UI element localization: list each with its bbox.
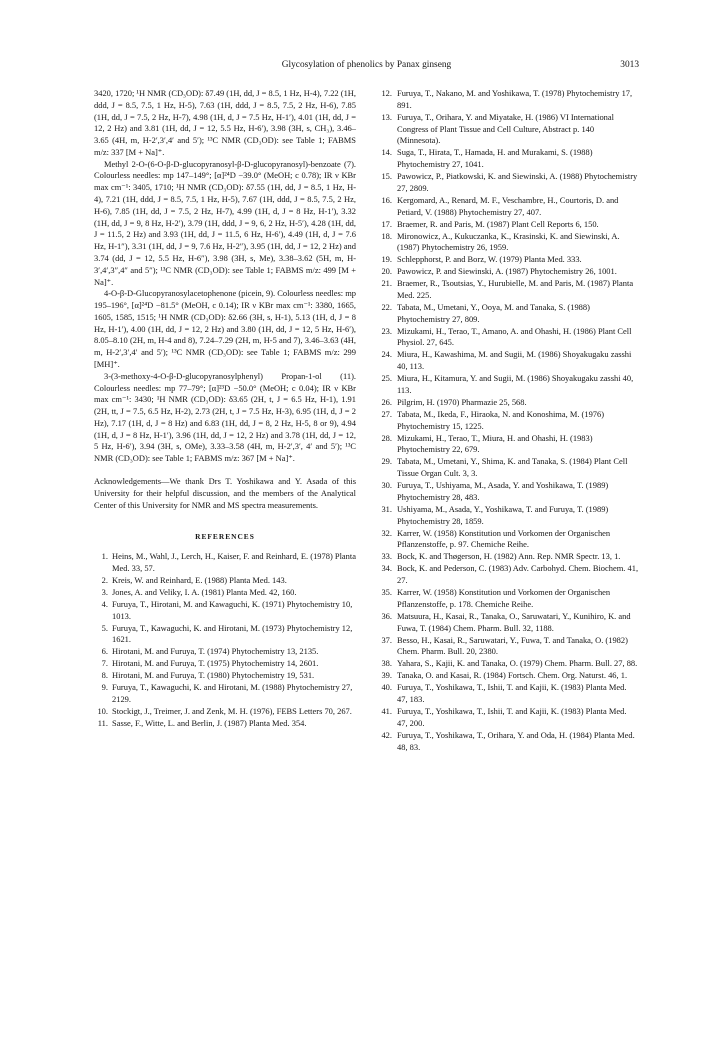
reference-text: Heins, M., Wahl, J., Lerch, H., Kaiser, F. and Reinhard, E. (1978) Planta Med. 33, 57.: [112, 551, 356, 573]
reference-text: Hirotani, M. and Furuya, T. (1975) Phytochemistry 14, 2601.: [112, 658, 319, 669]
reference-item: [377, 373, 639, 397]
reference-item: [94, 706, 356, 718]
reference-number: 28.: [381, 432, 392, 443]
reference-number: 42.: [381, 729, 392, 740]
reference-item: [377, 112, 639, 147]
reference-item: [377, 587, 639, 611]
reference-number: 15.: [381, 171, 392, 182]
reference-number: 24.: [381, 349, 392, 360]
reference-number: 22.: [381, 301, 392, 312]
reference-number: 25.: [381, 373, 392, 384]
reference-text: Pilgrim, H. (1970) Pharmazie 25, 568.: [397, 396, 527, 407]
reference-number: 16.: [381, 194, 392, 205]
reference-item: [377, 480, 639, 504]
left-column: [94, 88, 356, 730]
reference-item: [377, 195, 639, 219]
running-title: Glycosylation of phenolics by Panax ginseng: [281, 60, 452, 70]
reference-text: Sasse, F., Witte, L. and Berlin, J. (1987) Planta Med. 354.: [112, 717, 307, 728]
reference-item: [377, 682, 639, 706]
reference-item: [377, 278, 639, 302]
reference-item: [94, 658, 356, 670]
section-spacer: [94, 465, 356, 476]
reference-item: [377, 528, 639, 552]
reference-number: 33.: [381, 551, 392, 562]
reference-number: 8.: [101, 670, 108, 681]
compound-6-data-paragraph: 3420, 1720; ¹H NMR (CD₃OD): δ7.49 (1H, dd, J = 8.5, 1 Hz, H-4), 7.22 (1H, ddd, J = 8.5, 7.5, 1 Hz, H-5), 7.63 (1H, ddd, J = 8.5, 7.5, 2 Hz, H-6), 7.85 (1H, dd, J = 7.5, 2 Hz, H-7), 4.98 (1H, d, J = 7.5 Hz, H-1′), 4.01 (1H, dd, J = 12, 2 Hz) and 3.81 (1H, dd, J = 12, 5.5 Hz, H-6′), 3.98 (3H, s, CH₃), 3.46–3.65 (4H, m, H-2′,3′,4′ and 5′); ¹³C NMR (CD₃OD): see Table 1; FABMS m/z: 337 [M + Na]⁺.: [94, 88, 356, 157]
reference-text: Furuya, T., Nakano, M. and Yoshikawa, T. (1978) Phytochemistry 17, 891.: [397, 88, 633, 110]
reference-number: 27.: [381, 408, 392, 419]
reference-text: Schlepphorst, P. and Borz, W. (1979) Planta Med. 333.: [397, 254, 582, 265]
reference-item: [377, 171, 639, 195]
reference-item: [377, 219, 639, 231]
reference-text: Mizukami, H., Terao, T., Miura, H. and Ohashi, H. (1983) Phytochemistry 22, 679.: [397, 432, 593, 455]
reference-item: [94, 670, 356, 682]
reference-item: [377, 231, 639, 255]
picein-paragraph: 4-O-β-D-Glucopyranosylacetophenone (picein, 9). Colourless needles: mp 195–196°, [α]²⁴D −81.5° (MeOH, c 0.14); IR ν KBr max cm⁻¹: 3380, 1665, 1605, 1585, 1515; ¹H NMR (CD₃OD): δ2.66 (3H, s, H-1), 5.13 (1H, d, J = 8 Hz, H-1′), 4.00 (1H, dd, J = 12, 2 Hz) and 3.80 (1H, dd, J = 12, 5 Hz, H-6′), 8.05–8.10 (2H, m, H-4 and 8), 7.24–7.29 (2H, m, H-5 and 7), 3.46–3.63 (4H, m, H-2′,3′,4′ and 5′); ¹³C NMR (CD₃OD): see Table 1; FABMS m/z: 299 [MH]⁺.: [94, 288, 356, 369]
reference-text: Karrer, W. (1958) Konstitution und Vorkomen der Organischen Pflanzenstoffe, p. 178. Chemiche Reihe.: [397, 587, 611, 609]
reference-number: 7.: [101, 658, 108, 669]
running-header: [94, 60, 639, 74]
reference-number: 14.: [381, 147, 392, 158]
reference-text: Kergomard, A., Renard, M. F., Veschambre, H., Courtoris, D. and Petiard, V. (1988) Phytochemistry 27, 407.: [397, 194, 619, 217]
reference-text: Miura, H., Kawashima, M. and Sugii, M. (1986) Shoyakugaku zasshi 40, 113.: [397, 349, 632, 372]
reference-text: Furuya, T., Hirotani, M. and Kawaguchi, K. (1971) Phytochemistry 10, 1013.: [112, 598, 353, 621]
reference-text: Bock, K. and Pederson, C. (1983) Adv. Carbohyd. Chem. Biochem. 41, 27.: [397, 563, 639, 586]
reference-item: [377, 254, 639, 266]
right-column: [377, 88, 639, 753]
page-number: 3013: [620, 60, 639, 70]
reference-text: Bock, K. and Thøgerson, H. (1982) Ann. Rep. NMR Spectr. 13, 1.: [397, 551, 621, 562]
reference-item: [377, 658, 639, 670]
reference-text: Furuya, T., Yoshikawa, T., Ishii, T. and Kajii, K. (1983) Planta Med. 47, 200.: [397, 706, 627, 728]
reference-item: [377, 266, 639, 278]
reference-number: 19.: [381, 254, 392, 265]
reference-text: Tabata, M., Umetani, Y., Ooya, M. and Tanaka, S. (1988) Phytochemistry 27, 809.: [397, 301, 590, 324]
reference-item: [94, 587, 356, 599]
reference-number: 9.: [101, 682, 108, 693]
reference-number: 39.: [381, 670, 392, 681]
reference-number: 18.: [381, 230, 392, 241]
reference-number: 38.: [381, 658, 392, 669]
reference-text: Tabata, M., Umetani, Y., Shima, K. and Tanaka, S. (1984) Plant Cell Tissue Organ Cult. 3, 3.: [397, 456, 628, 479]
reference-text: Furuya, T., Ushiyama, M., Asada, Y. and Yoshikawa, T. (1989) Phytochemistry 28, 483.: [397, 480, 609, 502]
reference-number: 12.: [381, 88, 392, 98]
reference-number: 11.: [97, 717, 108, 728]
compound-7-paragraph: Methyl 2-O-(6-O-β-D-glucopyranosyl-β-D-glucopyranosyl)-benzoate (7). Colourless needles: mp 147–149°; [α]²⁴D −39.0° (MeOH; c 0.78); IR ν KBr max cm⁻¹: 3405, 1710; ¹H NMR (CD₃OD): δ7.55 (1H, dd, J = 8.5, 1 Hz, H-4), 7.21 (1H, ddd, J = 8.5, 7.5, 1 Hz, H-5), 7.67 (1H, ddd, J = 8.5, 7.5, 2 Hz, H-6), 7.85 (1H, dd, J = 7.5, 2 Hz, H-7), 4.99 (1H, d, J = 8 Hz, H-1′), 3.32 (1H, dd, J = 9, 8 Hz, H-2′), 3.79 (1H, ddd, J = 9, 6, 2 Hz, H-5′), 4.28 (1H, dd, J = 11.5, 2 Hz) and 3.93 (1H, dd, J = 11.5, 6 Hz, H-6′), 4.49 (1H, d, J = 7.6 Hz, H-1″), 3.31 (1H, dd, J = 9, 7.6 Hz, H-2″), 3.95 (1H, dd, J = 12, 2 Hz) and 3.74 (dd, J = 12, 5.5 Hz, H-6″), 3.98 (3H, s, Me), 3.38–3.62 (5H, m, H-3′,4′,3″,4″ and 5″); ¹³C NMR (CD₃OD): see Table 1; FABMS m/z: 499 [M + Na]⁺.: [94, 158, 356, 287]
reference-item: [377, 730, 639, 754]
reference-text: Pawowicz, P., Piatkowski, K. and Siewinski, A. (1988) Phytochemistry 27, 2809.: [397, 171, 638, 193]
compound-11-paragraph: 3-(3-methoxy-4-O-β-D-glucopyranosylphenyl) Propan-1-ol (11). Colourless needles: mp 77–79°; [α]²³D −50.0° (MeOH; c 0.04); IR ν KBr max cm⁻¹: 3430; ¹H NMR (CD₃OD): δ3.65 (2H, t, J = 6.5 Hz, H-1), 1.91 (2H, tt, J = 7.5, 6.5 Hz, H-2), 2.73 (2H, t, J = 7.5 Hz, H-3), 6.95 (1H, d, J = 2 Hz), 7.17 (1H, d, J = 8 Hz) and 6.83 (1H, dd, J = 8, 2 Hz, H-5, 8 or 9), 4.94 (1H, d, J = 8 Hz, H-1′), 3.96 (1H, dd, J = 12, 2 Hz) and 3.78 (1H, dd, J = 12, 5 Hz, H-6′), 3.94 (3H, s, OMe), 3.33–3.58 (4H, m, H-2′,3′, 4′ and 5′); ¹³C NMR (CD₃OD): see Table 1; FABMS m/z: 367 [M + Na]⁺.: [94, 370, 356, 464]
reference-text: Besso, H., Kasai, R., Saruwatari, Y., Fuwa, T. and Tanaka, O. (1982) Chem. Pharm. Bull. 20, 2380.: [397, 634, 628, 657]
reference-text: Mironowicz, A., Kukuczanka, K., Krasinski, K. and Siewinski, A. (1987) Phytochemistry 26, 1959.: [397, 230, 620, 253]
references-heading: REFERENCES: [195, 532, 255, 542]
reference-text: Jones, A. and Veliky, I. A. (1981) Planta Med. 42, 160.: [112, 586, 297, 597]
reference-text: Furuya, T., Kawaguchi, K. and Hirotani, M. (1988) Phytochemistry 27, 2129.: [112, 682, 353, 704]
reference-item: [94, 551, 356, 575]
reference-number: 35.: [381, 587, 392, 598]
reference-number: 30.: [381, 480, 392, 491]
reference-number: 26.: [381, 396, 392, 407]
reference-number: 20.: [381, 266, 392, 277]
reference-item: [377, 635, 639, 659]
reference-text: Suga, T., Hirata, T., Hamada, H. and Murakami, S. (1988) Phytochemistry 27, 1041.: [397, 147, 593, 170]
reference-number: 10.: [97, 705, 108, 716]
reference-number: 13.: [381, 111, 392, 122]
reference-number: 34.: [381, 563, 392, 574]
reference-number: 37.: [381, 634, 392, 645]
reference-number: 29.: [381, 456, 392, 467]
reference-text: Furuya, T., Orihara, Y. and Miyatake, H. (1986) VI International Congress of Plant Tissue and Cell Culture, Abstract p. 140 (Minnesota).: [397, 111, 614, 146]
reference-item: [377, 397, 639, 409]
reference-item: [377, 326, 639, 350]
reference-number: 36.: [381, 610, 392, 621]
reference-item: [377, 88, 639, 112]
reference-item: [377, 302, 639, 326]
references-list-right: [377, 88, 639, 753]
reference-item: [377, 551, 639, 563]
reference-item: [377, 433, 639, 457]
reference-item: [377, 563, 639, 587]
reference-text: Miura, H., Kitamura, Y. and Sugii, M. (1986) Shoyakugaku zasshi 40, 113.: [397, 373, 634, 395]
reference-number: 31.: [381, 503, 392, 514]
reference-text: Mizukami, H., Terao, T., Amano, A. and Ohashi, H. (1986) Plant Cell Physiol. 27, 645.: [397, 325, 632, 348]
reference-text: Pawowicz, P. and Siewinski, A. (1987) Phytochemistry 26, 1001.: [397, 266, 617, 277]
reference-text: Tanaka, O. and Kasai, R. (1984) Fortsch. Chem. Org. Naturst. 46, 1.: [397, 670, 628, 681]
reference-number: 2.: [101, 574, 108, 585]
reference-text: Furuya, T., Yoshikawa, T., Ishii, T. and Kajii, K. (1983) Planta Med. 47, 183.: [397, 682, 627, 705]
reference-number: 4.: [101, 598, 108, 609]
references-list-left: [94, 551, 356, 730]
reference-item: [94, 599, 356, 623]
reference-item: [377, 456, 639, 480]
reference-item: [94, 623, 356, 647]
reference-item: [377, 504, 639, 528]
reference-item: [377, 706, 639, 730]
reference-item: [377, 349, 639, 373]
reference-number: 32.: [381, 527, 392, 538]
reference-number: 17.: [381, 218, 392, 229]
reference-number: 40.: [381, 682, 392, 693]
reference-text: Braemer, R. and Paris, M. (1987) Plant Cell Reports 6, 150.: [397, 218, 599, 229]
reference-text: Braemer, R., Tsoutsias, Y., Hurubielle, M. and Paris, M. (1987) Planta Med. 225.: [397, 278, 634, 300]
reference-text: Hirotani, M. and Furuya, T. (1974) Phytochemistry 13, 2135.: [112, 646, 319, 657]
reference-text: Yahara, S., Kajii, K. and Tanaka, O. (1979) Chem. Pharm. Bull. 27, 88.: [397, 658, 638, 669]
reference-item: [377, 409, 639, 433]
reference-text: Matsuura, H., Kasai, R., Tanaka, O., Saruwatari, Y., Kunihiro, K. and Fuwa, T. (1984) Chem. Pharm. Bull. 32, 1188.: [397, 610, 631, 633]
reference-text: Kreis, W. and Reinhard, E. (1988) Planta Med. 143.: [112, 574, 287, 585]
reference-item: [94, 682, 356, 706]
reference-number: 1.: [101, 551, 108, 562]
reference-item: [94, 718, 356, 730]
acknowledgements-paragraph: Acknowledgements—We thank Drs T. Yoshikawa and Y. Asada of this University for their helpful discussion, and the members of the Analytical Center of this University for NMR and MS spectra measurements.: [94, 476, 356, 510]
reference-number: 21.: [381, 278, 392, 289]
reference-text: Stockigt, J., Treimer, J. and Zenk, M. H. (1976), FEBS Letters 70, 267.: [112, 705, 352, 716]
reference-item: [377, 611, 639, 635]
reference-item: [377, 147, 639, 171]
reference-number: 5.: [101, 622, 108, 633]
reference-number: 6.: [101, 646, 108, 657]
reference-number: 41.: [381, 706, 392, 717]
reference-item: [377, 670, 639, 682]
reference-item: [94, 575, 356, 587]
reference-text: Ushiyama, M., Asada, Y., Yoshikawa, T. and Furuya, T. (1989) Phytochemistry 28, 1859.: [397, 503, 609, 526]
reference-text: Tabata, M., Ikeda, F., Hiraoka, N. and Konoshima, M. (1976) Phytochemistry 15, 1225.: [397, 408, 605, 431]
reference-text: Furuya, T., Yoshikawa, T., Orihara, Y. and Oda, H. (1984) Planta Med. 48, 83.: [397, 729, 635, 752]
reference-number: 3.: [101, 586, 108, 597]
reference-text: Karrer, W. (1958) Konstitution und Vorkomen der Organischen Pflanzenstoffe, p. 97. Chemiche Reihe.: [397, 527, 611, 550]
reference-item: [94, 646, 356, 658]
reference-text: Furuya, T., Kawaguchi, K. and Hirotani, M. (1973) Phytochemistry 12, 1621.: [112, 622, 353, 645]
reference-text: Hirotani, M. and Furuya, T. (1980) Phytochemistry 19, 531.: [112, 670, 315, 681]
reference-number: 23.: [381, 325, 392, 336]
